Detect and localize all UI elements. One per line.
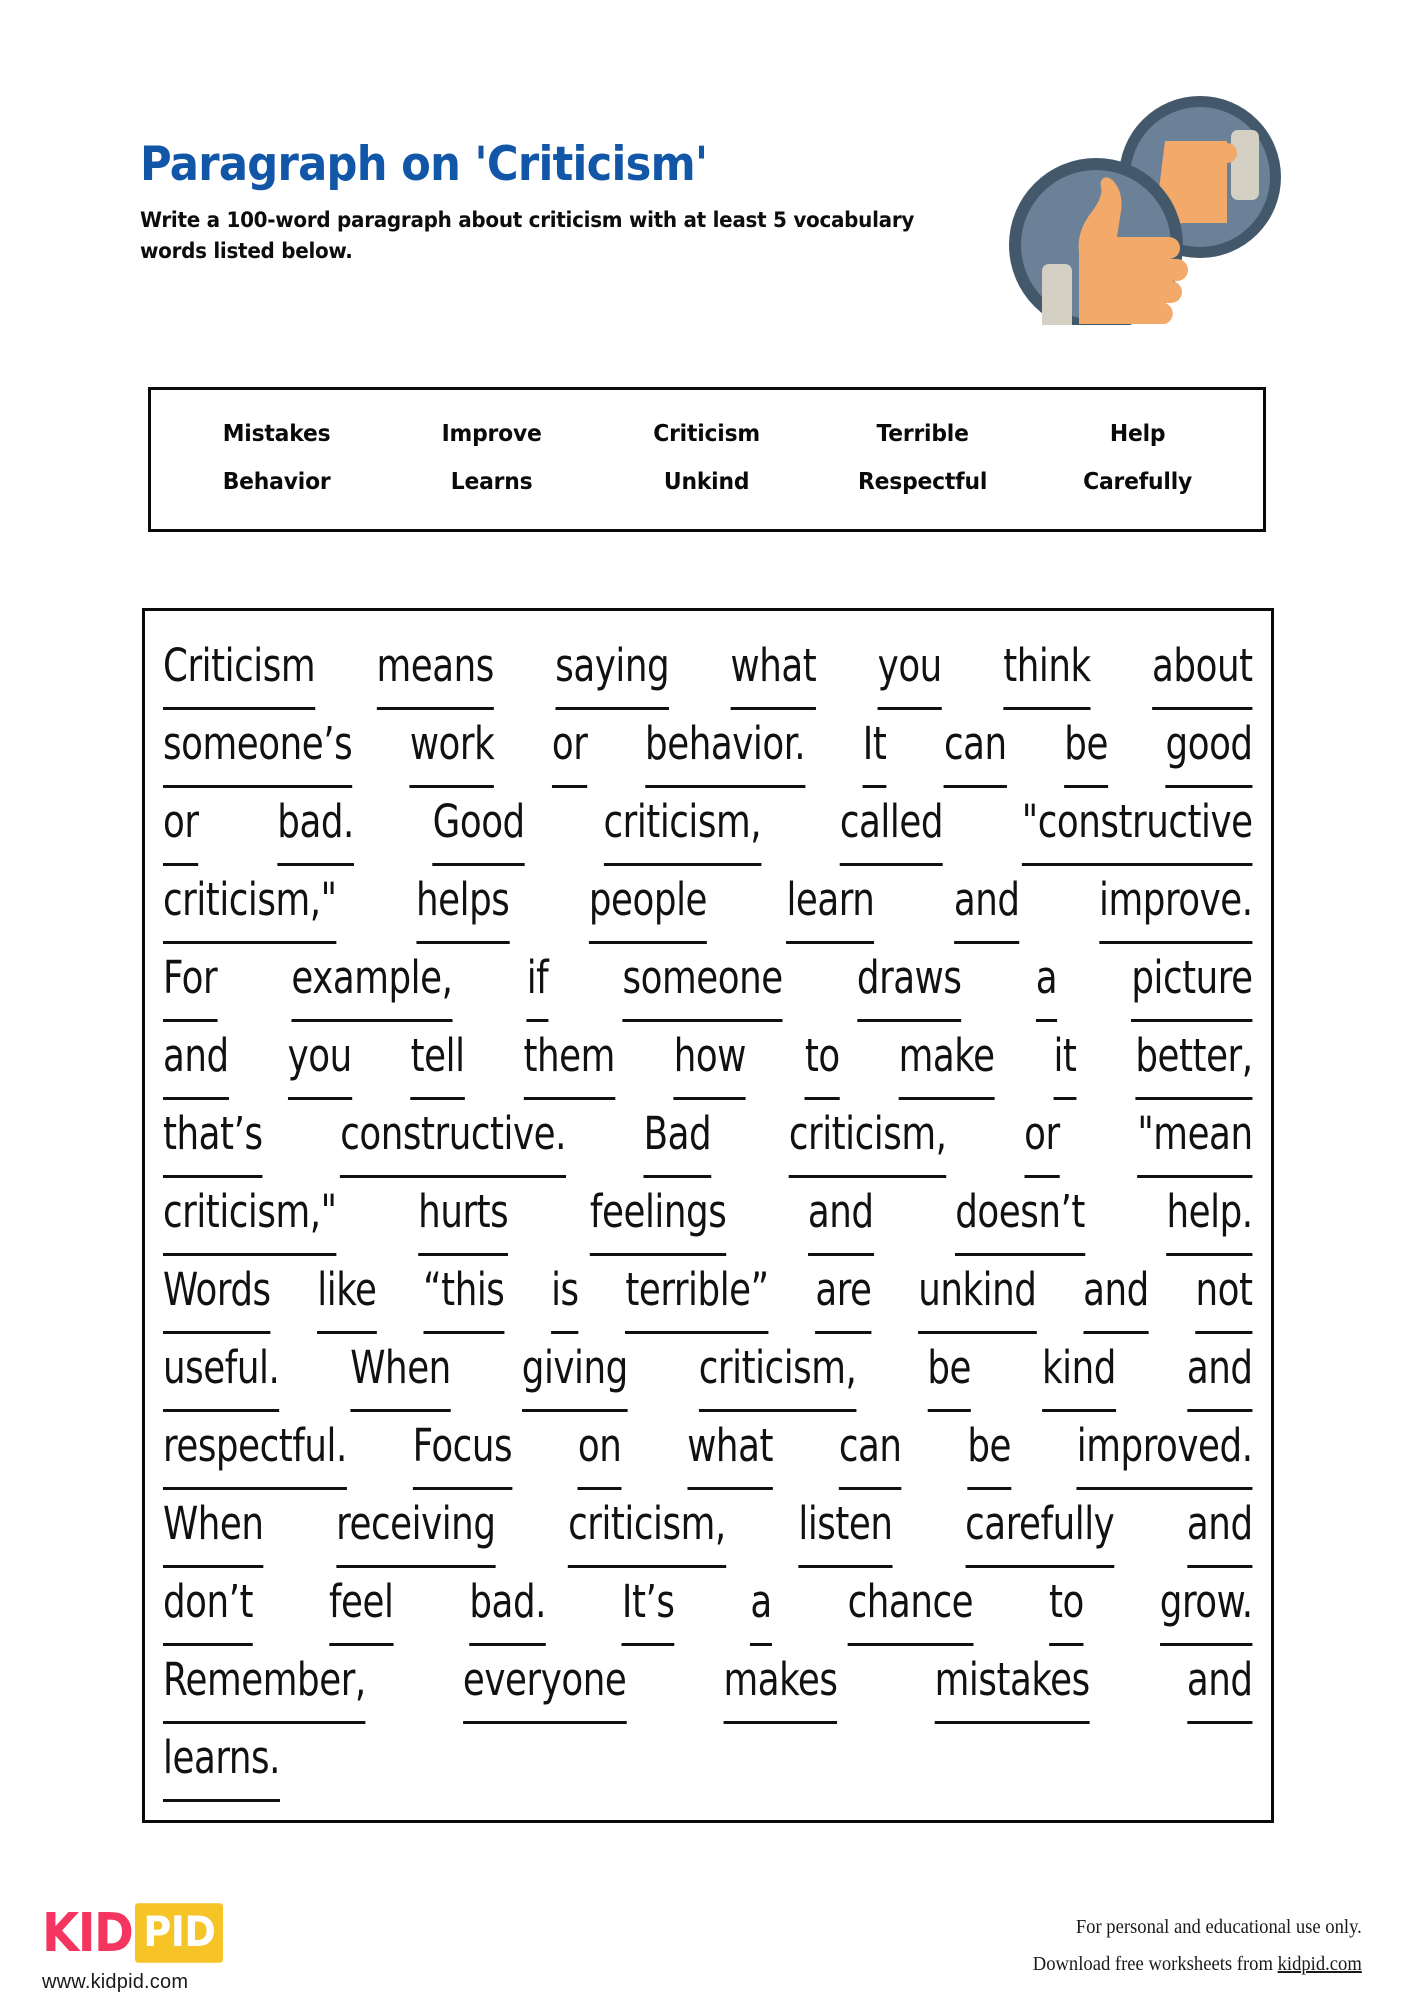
- vocab-word: Criticism: [653, 420, 761, 447]
- answer-line: [163, 1485, 1253, 1563]
- answer-line: [163, 1563, 1253, 1641]
- answer-word: help.: [1166, 1173, 1252, 1256]
- answer-paragraph-box[interactable]: [142, 608, 1274, 1823]
- answer-word: bad.: [277, 783, 354, 866]
- answer-line: [163, 1173, 1253, 1251]
- answer-line: [163, 939, 1253, 1017]
- answer-word: Good: [433, 783, 525, 866]
- answer-word: criticism,: [789, 1095, 947, 1178]
- answer-word: example,: [291, 939, 452, 1022]
- vocab-word: Behavior: [222, 468, 331, 495]
- answer-word: carefully: [965, 1485, 1114, 1568]
- answer-word: or: [1024, 1095, 1060, 1178]
- answer-word: chance: [848, 1563, 973, 1646]
- answer-word: is: [551, 1251, 579, 1334]
- answer-word: good: [1166, 705, 1253, 788]
- answer-word: constructive.: [340, 1095, 566, 1178]
- answer-line: [163, 627, 1253, 705]
- answer-word: be: [927, 1329, 971, 1412]
- answer-word: like: [317, 1251, 376, 1334]
- answer-word: helps: [416, 861, 509, 944]
- answer-word: Bad: [644, 1095, 712, 1178]
- answer-word: a: [1036, 939, 1057, 1022]
- footer-note-prefix: Download free worksheets from: [1032, 1953, 1278, 1975]
- answer-line: [163, 861, 1253, 939]
- answer-word: grow.: [1160, 1563, 1253, 1646]
- answer-word: Words: [163, 1251, 271, 1334]
- answer-word: called: [840, 783, 943, 866]
- answer-word: and: [954, 861, 1020, 944]
- vocabulary-word-bank: [148, 387, 1266, 532]
- answer-word: be: [1064, 705, 1108, 788]
- answer-word: mistakes: [935, 1641, 1090, 1724]
- answer-word: When: [163, 1485, 264, 1568]
- answer-word: criticism,": [163, 1173, 337, 1256]
- answer-word: tell: [411, 1017, 465, 1100]
- vocab-word: Unkind: [664, 468, 750, 495]
- answer-word: work: [410, 705, 494, 788]
- answer-word: and: [1187, 1641, 1253, 1724]
- answer-word: and: [808, 1173, 874, 1256]
- answer-word: what: [687, 1407, 773, 1490]
- word-bank-row: [169, 469, 1245, 495]
- worksheet-instructions: Write a 100-word paragraph about criticism with at least 5 vocabulary words listed below.: [140, 208, 915, 263]
- answer-word: kind: [1042, 1329, 1116, 1412]
- answer-word: be: [967, 1407, 1011, 1490]
- vocab-word: Mistakes: [222, 420, 331, 447]
- logo-lockup: [42, 1901, 223, 1965]
- answer-word: can: [944, 705, 1007, 788]
- answer-word: if: [527, 939, 549, 1022]
- answer-word: about: [1152, 627, 1253, 710]
- answer-word: It’s: [622, 1563, 675, 1646]
- answer-word: to: [805, 1017, 840, 1100]
- answer-word: to: [1049, 1563, 1084, 1646]
- page-title: Paragraph on 'Criticism': [140, 137, 708, 192]
- page-footer: [0, 1895, 1414, 2000]
- thumbs-illustration: [975, 95, 1305, 325]
- answer-word: and: [1187, 1485, 1253, 1568]
- answer-word: It: [863, 705, 887, 788]
- answer-word: people: [589, 861, 707, 944]
- answer-word: learns.: [163, 1719, 280, 1802]
- answer-word: or: [552, 705, 588, 788]
- answer-word: everyone: [463, 1641, 626, 1724]
- answer-word: someone’s: [163, 705, 352, 788]
- answer-word: "mean: [1137, 1095, 1252, 1178]
- vocab-word: Help: [1109, 420, 1166, 447]
- answer-line: [163, 1017, 1253, 1095]
- answer-word: hurts: [418, 1173, 508, 1256]
- answer-word: bad.: [469, 1563, 546, 1646]
- answer-word: means: [376, 627, 493, 710]
- answer-word: criticism,": [163, 861, 337, 944]
- answer-word: Criticism: [163, 627, 315, 710]
- word-bank-row: [169, 421, 1245, 447]
- answer-word: on: [578, 1407, 622, 1490]
- vocab-word: Terrible: [876, 420, 969, 447]
- footer-note-line-2: [1033, 1946, 1362, 1983]
- kidpid-logo[interactable]: [42, 1901, 223, 1994]
- answer-word: Focus: [413, 1407, 512, 1490]
- answer-word: don’t: [163, 1563, 253, 1646]
- answer-word: and: [1083, 1251, 1149, 1334]
- answer-word: can: [839, 1407, 902, 1490]
- answer-word: criticism,: [699, 1329, 857, 1412]
- kidpid-link[interactable]: kidpid.com: [1277, 1953, 1362, 1975]
- answer-word: not: [1196, 1251, 1253, 1334]
- answer-word: For: [163, 939, 217, 1022]
- answer-line: [163, 1641, 1253, 1719]
- answer-word: listen: [798, 1485, 892, 1568]
- answer-line: [163, 705, 1253, 783]
- answer-word: how: [674, 1017, 746, 1100]
- answer-word: respectful.: [163, 1407, 347, 1490]
- answer-word: improve.: [1099, 861, 1253, 944]
- vocab-word: Respectful: [857, 468, 987, 495]
- answer-word: giving: [522, 1329, 628, 1412]
- answer-line: [163, 1407, 1253, 1485]
- answer-word: it: [1053, 1017, 1076, 1100]
- answer-word: criticism,: [603, 783, 761, 866]
- answer-word: or: [163, 783, 199, 866]
- answer-word: unkind: [918, 1251, 1036, 1334]
- answer-word: criticism,: [568, 1485, 726, 1568]
- answer-word: receiving: [336, 1485, 495, 1568]
- vocab-word: Improve: [441, 420, 542, 447]
- answer-line: [163, 1251, 1253, 1329]
- answer-line: [163, 1719, 1253, 1797]
- answer-word: "constructive: [1022, 783, 1253, 866]
- logo-website-url: www.kidpid.com: [42, 1971, 189, 1993]
- answer-line: [163, 1329, 1253, 1407]
- answer-word: and: [1187, 1329, 1253, 1412]
- answer-word: picture: [1131, 939, 1252, 1022]
- logo-kid-text: KID: [42, 1901, 133, 1965]
- answer-word: draws: [857, 939, 962, 1022]
- answer-word: someone: [622, 939, 782, 1022]
- answer-word: and: [163, 1017, 229, 1100]
- answer-word: you: [288, 1017, 352, 1100]
- vocab-word: Carefully: [1082, 468, 1192, 495]
- answer-word: what: [731, 627, 817, 710]
- answer-line: [163, 783, 1253, 861]
- answer-word: are: [815, 1251, 871, 1334]
- answer-word: think: [1003, 627, 1090, 710]
- answer-word: that’s: [163, 1095, 263, 1178]
- answer-word: saying: [555, 627, 669, 710]
- answer-word: makes: [723, 1641, 837, 1724]
- answer-word: When: [350, 1329, 451, 1412]
- answer-word: you: [878, 627, 942, 710]
- answer-word: doesn’t: [955, 1173, 1085, 1256]
- answer-word: terrible”: [625, 1251, 768, 1334]
- answer-word: make: [899, 1017, 995, 1100]
- footer-note-line-1: For personal and educational use only.: [1076, 1916, 1362, 1938]
- answer-word: feel: [329, 1563, 394, 1646]
- answer-word: feelings: [590, 1173, 726, 1256]
- answer-word: a: [750, 1563, 771, 1646]
- answer-line: [163, 1095, 1253, 1173]
- answer-word: better,: [1135, 1017, 1252, 1100]
- vocab-word: Learns: [450, 468, 533, 495]
- answer-word: “this: [423, 1251, 504, 1334]
- answer-word: learn: [786, 861, 874, 944]
- answer-word: behavior.: [645, 705, 805, 788]
- answer-word: Remember,: [163, 1641, 366, 1724]
- logo-pid-badge: PID: [135, 1903, 223, 1962]
- answer-word: them: [523, 1017, 614, 1100]
- footer-usage-note: [1033, 1909, 1362, 1983]
- answer-word: improved.: [1077, 1407, 1253, 1490]
- answer-word: useful.: [163, 1329, 279, 1412]
